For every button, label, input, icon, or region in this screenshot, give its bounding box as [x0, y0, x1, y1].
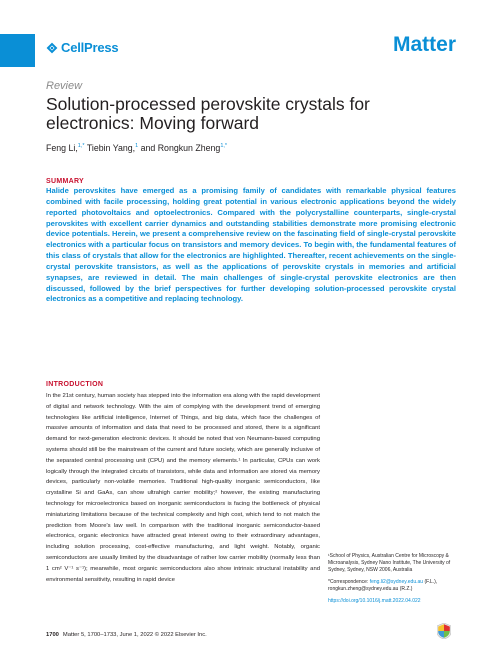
cellpress-color-tab: [0, 34, 35, 67]
introduction-heading: INTRODUCTION: [46, 381, 104, 388]
author-name: Feng Li,: [46, 143, 78, 153]
crossmark-icon[interactable]: [437, 623, 451, 639]
correspondence-rest: (F.L.), rongkun.zheng@sydney.edu.au (R.Z.): [328, 579, 438, 592]
author-name: Tiebin Yang,: [84, 143, 136, 153]
citation-line: Matter 5, 1700–1733, June 1, 2022 © 2022 Elsevier Inc.: [62, 632, 207, 638]
author-affiliation-mark[interactable]: 1,*: [220, 143, 228, 150]
page-footer: [46, 632, 207, 638]
author-list: [46, 143, 227, 153]
author-name: and Rongkun Zheng: [138, 143, 221, 153]
cellpress-logo-icon: [46, 42, 58, 54]
introduction-text: In the 21st century, human society has stepped into the information era along with the rapid development of digital and network technology. With the aim of complying with the development trend of emerging technologies like artificial intelligence, Internet of Things, and big data, which face the challenges of massive amounts of information and data that need to be processed and stored, there is a significant demand for next-generation electronic devices. It should be noted that von Neumann-based computing systems should still be the mainstream of the current and future society, which are generally inclusive of the separated central processing unit (CPU) and the memory elements.¹ In particular, CPUs can work logically through the integrated circuits of transistors, while data and information are stored via memory devices, particularly non-volatile memories. Traditional high-quality inorganic semiconductors, like crystalline Si and GaAs, can show ultrahigh carrier mobility;² however, the existing manufacturing technology for microelectronics based on inorganic semiconductors is facing the bottleneck of physical miniaturizing limitations because of the technical complexity and high cost, which tend to not match the prediction from Moore's law well. In comparison with the traditional inorganic semiconductor-based electronics, organic electronics have attracted great interest owing to their extraordinary advantages, including solution processing, cost-effective manufacturing, and light weight. Notably, organic semiconductors are usually limited by the disadvantage of rather low carrier mobility (normally less than 1 cm² V⁻¹ s⁻¹); meanwhile, most organic semiconductors also show intrinsic structural instability and environmental sensitivity, resulting in rapid device: [46, 393, 320, 583]
author-affiliation-mark[interactable]: 1,*: [77, 143, 85, 150]
footnotes: [328, 553, 458, 605]
journal-name[interactable]: Matter: [392, 33, 456, 56]
publisher-logo[interactable]: [46, 40, 118, 55]
author-affiliation-mark[interactable]: 1: [135, 143, 139, 150]
summary-heading: SUMMARY: [46, 178, 85, 185]
article-title: Solution-processed perovskite crystals for electronics: Moving forward: [46, 94, 370, 133]
page-number: 1700: [46, 632, 59, 638]
publisher-name: CellPress: [61, 40, 119, 55]
affiliation-note: ¹School of Physics, Australian Centre for Microscopy & Microanalysis, Sydney Nano Institute, The University of Sydney, Sydney, NSW 2006, Australia: [328, 553, 451, 573]
doi-link[interactable]: https://doi.org/10.1016/j.matt.2022.04.022: [328, 598, 421, 604]
email-link[interactable]: feng.li2@sydney.edu.au: [369, 579, 424, 585]
summary-text: Halide perovskites have emerged as a promising family of candidates with remarkable physical features combined with facile processing, holding great potential in various electronic applications beyond the widely reported photovoltaics and optoelectronics. Compared with the polycrystalline counterparts, single-crystal perovskites with excellent carrier dynamics and outstanding stabilities demonstrate more promising electronic device potentials. Herein, we present a comprehensive review on the fascinating field of single-crystal perovskite electronics with a particular focus on transistors and memory devices. To begin with, the fundamental features of this class of crystals that allow for the electronics are highlighted. Thereafter, recent achievements on the single-crystal perovskite transistors, as well as the applications of perovskite crystals in memories and artificial synapses, are reviewed in detail. The main challenges of single-crystal perovskite electronics are then discussed, followed by the brief perspectives for further developing solution-processed perovskite crystal electronics as a competitive and replacing technology.: [46, 186, 456, 304]
article-type: Review: [46, 80, 83, 92]
correspondence-label: *Correspondence:: [328, 579, 370, 585]
correspondence-note: [328, 579, 458, 593]
